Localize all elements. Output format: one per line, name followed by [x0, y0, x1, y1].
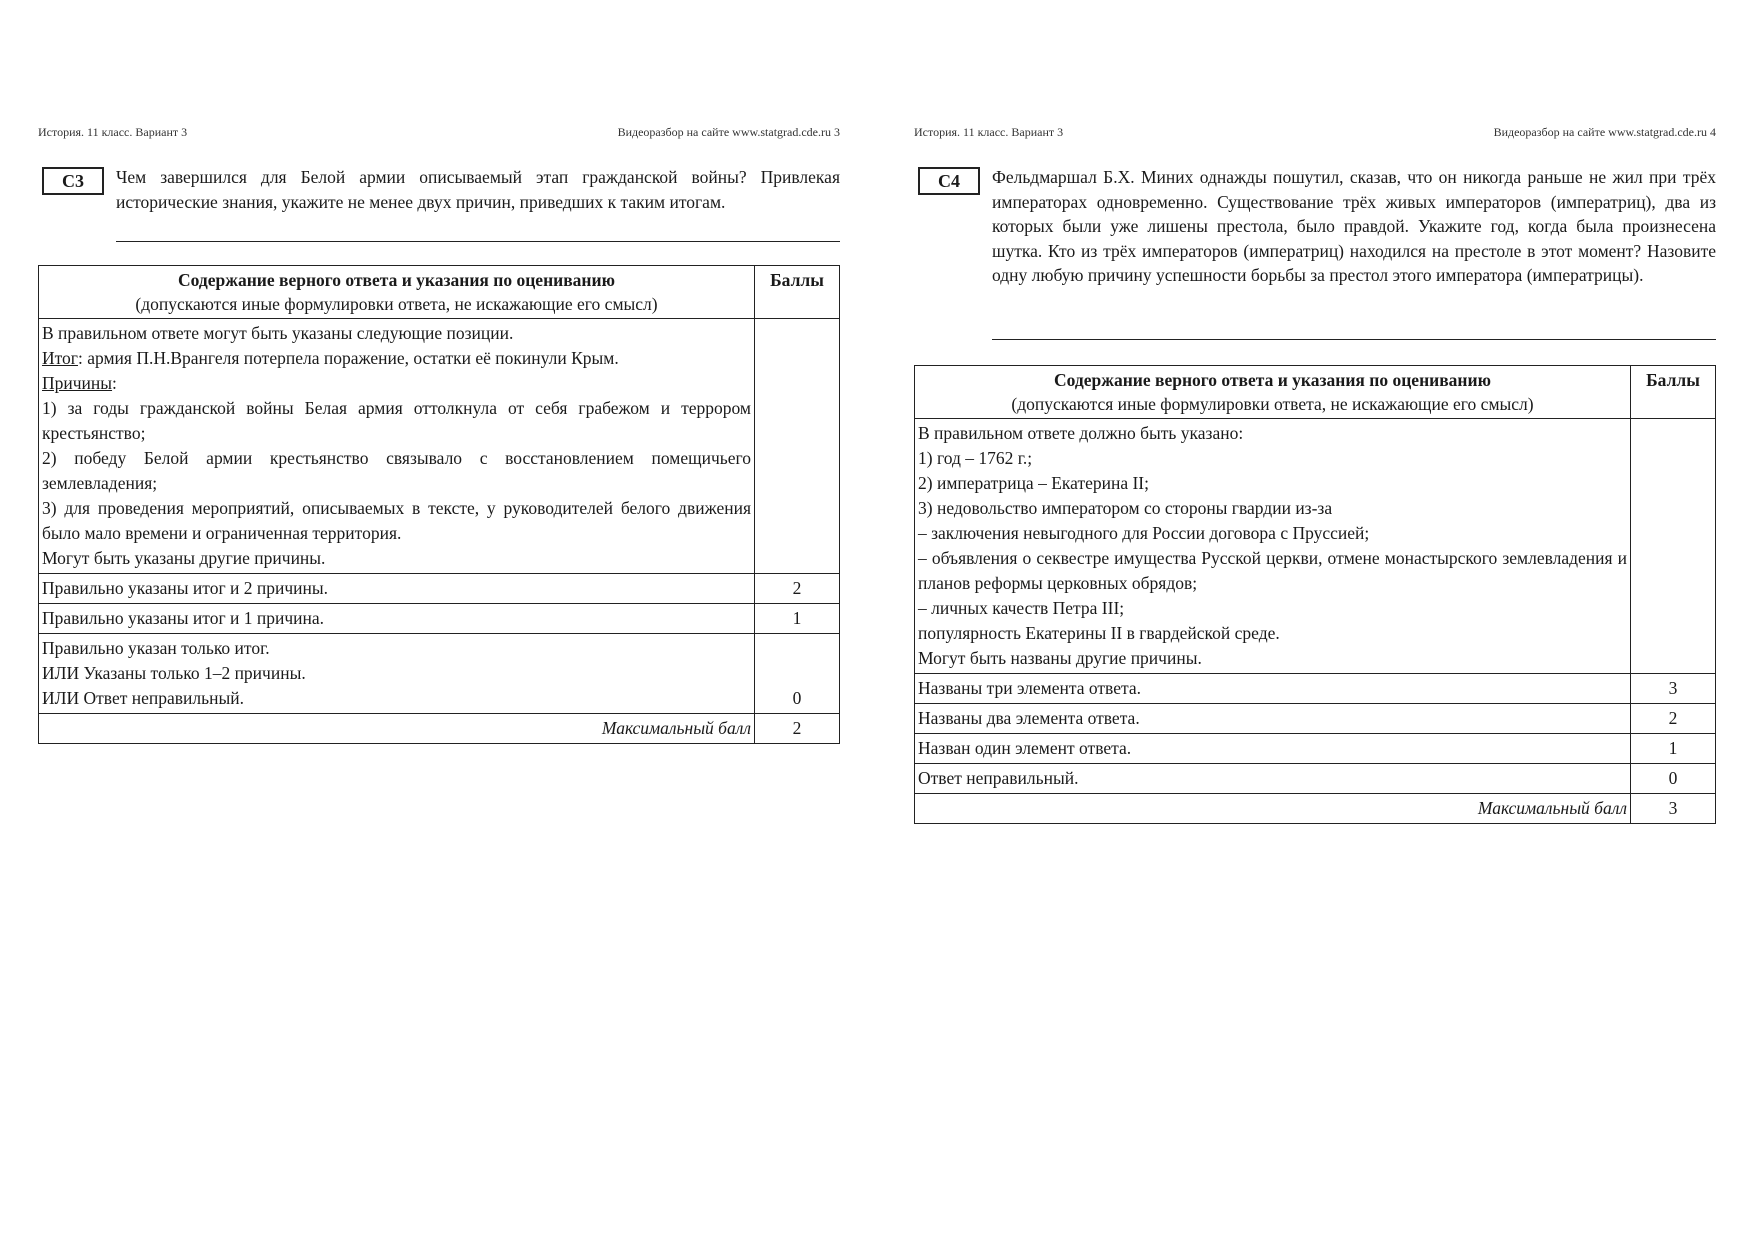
answer-line: 3) недовольство императором со стороны гвардии из-за — [918, 498, 1333, 518]
header-left-text: История. 11 класс. Вариант 3 — [914, 125, 1064, 139]
prichiny-colon: : — [112, 373, 117, 393]
answer-content — [915, 419, 1631, 674]
task-code-box: С4 — [918, 167, 980, 195]
max-score-value: 2 — [755, 714, 840, 744]
points-header: Баллы — [755, 266, 840, 319]
answer-line: – заключения невыгодного для России договора с Пруссией; — [918, 523, 1370, 543]
content-header-note: (допускаются иные формулировки ответа, не искажающие его смысл) — [1011, 394, 1534, 414]
grading-table — [914, 365, 1716, 824]
answer-line: 1) год – 1762 г.; — [918, 448, 1033, 468]
criterion-text: Ответ неправильный. — [915, 764, 1631, 794]
answer-line: – объявления о секвестре имущества Русской церкви, отмене монастырского землевладения и планов реформы церковных обрядов; — [918, 548, 1627, 593]
itog-text: : армия П.Н.Врангеля потерпела поражение, остатки её покинули Крым. — [77, 348, 619, 368]
answer-row — [39, 319, 840, 574]
max-score-row — [915, 794, 1716, 824]
answer-points-cell — [1631, 419, 1716, 674]
max-score-value: 3 — [1631, 794, 1716, 824]
points-header: Баллы — [1631, 366, 1716, 419]
criterion-points: 0 — [755, 634, 840, 714]
criterion-text-zero — [39, 634, 755, 714]
content-header-title: Содержание верного ответа и указания по оцениванию — [178, 270, 615, 290]
criterion-row — [915, 764, 1716, 794]
content-header — [915, 366, 1631, 419]
criterion-points: 1 — [755, 604, 840, 634]
answer-line-prichiny — [42, 371, 751, 396]
answer-line: – личных качеств Петра III; — [918, 598, 1125, 618]
content-header-note: (допускаются иные формулировки ответа, не искажающие его смысл) — [135, 294, 658, 314]
divider — [116, 241, 840, 242]
itog-label: Итог — [42, 348, 78, 368]
answer-line: В правильном ответе могут быть указаны следующие позиции. — [42, 323, 514, 343]
header-right-text: Видеоразбор на сайте www.statgrad.cde.ru 3 — [617, 125, 840, 139]
task-code-box: С3 — [42, 167, 104, 195]
task-question-text: Фельдмаршал Б.Х. Миних однажды пошутил, сказав, что он никогда раньше не жил при трёх императорах одновременно. Существование трёх живых императоров (императриц), два из которых были уже лишены престола, было правдой. Укажите год, когда была произнесена шутка. Кто из трёх императоров (императриц) находился на престоле в этот момент? Назовите одну любую причину успешности борьбы за престол этого императора (императрицы). — [992, 167, 1716, 285]
content-header-title: Содержание верного ответа и указания по оцениванию — [1054, 370, 1491, 390]
divider — [992, 339, 1716, 340]
header-right-text: Видеоразбор на сайте www.statgrad.cde.ru 4 — [1493, 125, 1716, 139]
answer-line: 1) за годы гражданской войны Белая армия оттолкнула от себя грабежом и террором крестьянство; — [42, 398, 751, 443]
criterion-points: 0 — [1631, 764, 1716, 794]
answer-line: 2) императрица – Екатерина II; — [918, 473, 1149, 493]
answer-line: 3) для проведения мероприятий, описываемых в тексте, у руководителей белого движения было мало времени и ограниченная территория. — [42, 498, 751, 543]
criterion-row — [39, 634, 840, 714]
zero-line: ИЛИ Указаны только 1–2 причины. — [42, 663, 306, 683]
answer-line: популярность Екатерины II в гвардейской среде. — [918, 623, 1280, 643]
answer-line: 2) победу Белой армии крестьянство связывало с восстановлением помещичьего землевладения; — [42, 448, 751, 493]
criterion-row — [915, 734, 1716, 764]
answer-line: В правильном ответе должно быть указано: — [918, 423, 1244, 443]
grading-table — [38, 265, 840, 744]
max-score-label: Максимальный балл — [915, 794, 1631, 824]
criterion-row — [39, 574, 840, 604]
criterion-points: 2 — [755, 574, 840, 604]
criterion-points: 2 — [1631, 704, 1716, 734]
criterion-text: Названы три элемента ответа. — [915, 674, 1631, 704]
answer-content — [39, 319, 755, 574]
zero-line: ИЛИ Ответ неправильный. — [42, 688, 244, 708]
header-left-text: История. 11 класс. Вариант 3 — [38, 125, 188, 139]
criterion-row — [915, 704, 1716, 734]
criterion-text: Правильно указаны итог и 2 причины. — [39, 574, 755, 604]
answer-line: Могут быть указаны другие причины. — [42, 548, 326, 568]
max-score-row — [39, 714, 840, 744]
max-score-label: Максимальный балл — [39, 714, 755, 744]
prichiny-label: Причины — [42, 373, 113, 393]
answer-line: Могут быть названы другие причины. — [918, 648, 1202, 668]
criterion-text: Правильно указаны итог и 1 причина. — [39, 604, 755, 634]
task-question-text: Чем завершился для Белой армии описываемый этап гражданской войны? Привлекая исторические знания, укажите не менее двух причин, приведших к таким итогам. — [116, 167, 840, 212]
zero-line: Правильно указан только итог. — [42, 638, 270, 658]
answer-row — [915, 419, 1716, 674]
criterion-row — [915, 674, 1716, 704]
answer-points-cell — [755, 319, 840, 574]
table-header-row — [915, 366, 1716, 419]
criterion-points: 3 — [1631, 674, 1716, 704]
criterion-points: 1 — [1631, 734, 1716, 764]
answer-line-itog — [42, 346, 751, 371]
table-header-row — [39, 266, 840, 319]
criterion-text: Названы два элемента ответа. — [915, 704, 1631, 734]
criterion-text: Назван один элемент ответа. — [915, 734, 1631, 764]
criterion-row — [39, 604, 840, 634]
content-header — [39, 266, 755, 319]
